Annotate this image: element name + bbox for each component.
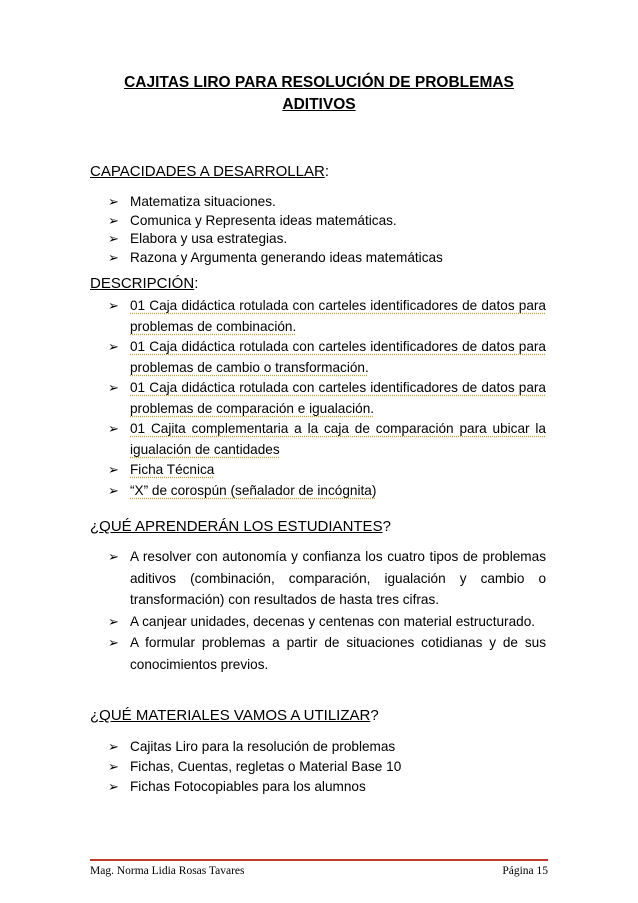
list-item: ➢ 01 Cajita complementaria a la caja de comparación para ubicar la igualación de cantidades xyxy=(108,421,546,457)
list-item: ➢ A formular problemas a partir de situaciones cotidianas y de sus conocimientos previos. xyxy=(108,632,546,675)
materiales-list xyxy=(108,737,546,797)
arrow-bullet-icon: ➢ xyxy=(108,462,119,477)
list-item: ➢ Matematiza situaciones. xyxy=(108,193,546,212)
list-item: ➢ Elabora y usa estrategias. xyxy=(108,230,546,249)
arrow-bullet-icon: ➢ xyxy=(108,482,119,498)
list-item: ➢ 01 Caja didáctica rotulada con carteles identificadores de datos para problemas de combinación. xyxy=(108,298,546,334)
list-item: ➢ Ficha Técnica xyxy=(108,460,546,481)
capacidades-list xyxy=(108,193,546,267)
list-item: ➢ “X” de corospún (señalador de incógnita) xyxy=(108,481,546,502)
list-item: ➢ Cajitas Liro para la resolución de problemas xyxy=(108,737,546,757)
materiales-heading: ¿QUÉ MATERIALES VAMOS A UTILIZAR? xyxy=(90,707,379,724)
arrow-bullet-icon: ➢ xyxy=(108,549,119,564)
arrow-bullet-icon: ➢ xyxy=(108,759,119,774)
aprenderan-heading: ¿QUÉ APRENDERÁN LOS ESTUDIANTES? xyxy=(90,518,391,535)
list-item: ➢ 01 Caja didáctica rotulada con carteles identificadores de datos para problemas de cambio o transformación. xyxy=(108,339,546,375)
document-title xyxy=(90,72,548,116)
arrow-bullet-icon: ➢ xyxy=(108,249,119,265)
list-item: ➢ Fichas Fotocopiables para los alumnos xyxy=(108,777,546,797)
arrow-bullet-icon: ➢ xyxy=(108,194,119,209)
list-item: ➢ A canjear unidades, decenas y centenas con material estructurado. xyxy=(108,611,546,633)
arrow-bullet-icon: ➢ xyxy=(108,421,119,436)
arrow-bullet-icon: ➢ xyxy=(108,298,119,313)
arrow-bullet-icon: ➢ xyxy=(108,212,119,228)
title-line-1: CAJITAS LIRO PARA RESOLUCIÓN DE PROBLEMAS xyxy=(124,74,514,91)
descripcion-list xyxy=(108,296,546,501)
title-line-2: ADITIVOS xyxy=(282,96,356,113)
arrow-bullet-icon: ➢ xyxy=(108,739,119,754)
list-item: ➢ A resolver con autonomía y confianza los cuatro tipos de problemas aditivos (combinación, comparación, igualación y cambio o transformación) con resultados de hasta tres cifras. xyxy=(108,546,546,611)
arrow-bullet-icon: ➢ xyxy=(108,635,119,650)
list-item: ➢ Razona y Argumenta generando ideas matemáticas xyxy=(108,249,546,268)
footer-page-number: Página 15 xyxy=(502,865,548,877)
aprenderan-list xyxy=(108,546,546,675)
arrow-bullet-icon: ➢ xyxy=(108,613,119,629)
list-item: ➢ Comunica y Representa ideas matemáticas. xyxy=(108,212,546,231)
arrow-bullet-icon: ➢ xyxy=(108,380,119,395)
arrow-bullet-icon: ➢ xyxy=(108,339,119,354)
list-item: ➢ Fichas, Cuentas, regletas o Material Base 10 xyxy=(108,757,546,777)
footer-divider xyxy=(90,859,548,861)
capacidades-heading: CAPACIDADES A DESARROLLAR: xyxy=(90,163,329,180)
descripcion-heading: DESCRIPCIÓN: xyxy=(90,275,199,292)
arrow-bullet-icon: ➢ xyxy=(108,779,119,794)
footer-author: Mag. Norma Lidia Rosas Tavares xyxy=(90,865,245,877)
list-item: ➢ 01 Caja didáctica rotulada con carteles identificadores de datos para problemas de comparación e igualación. xyxy=(108,380,546,416)
arrow-bullet-icon: ➢ xyxy=(108,231,119,246)
